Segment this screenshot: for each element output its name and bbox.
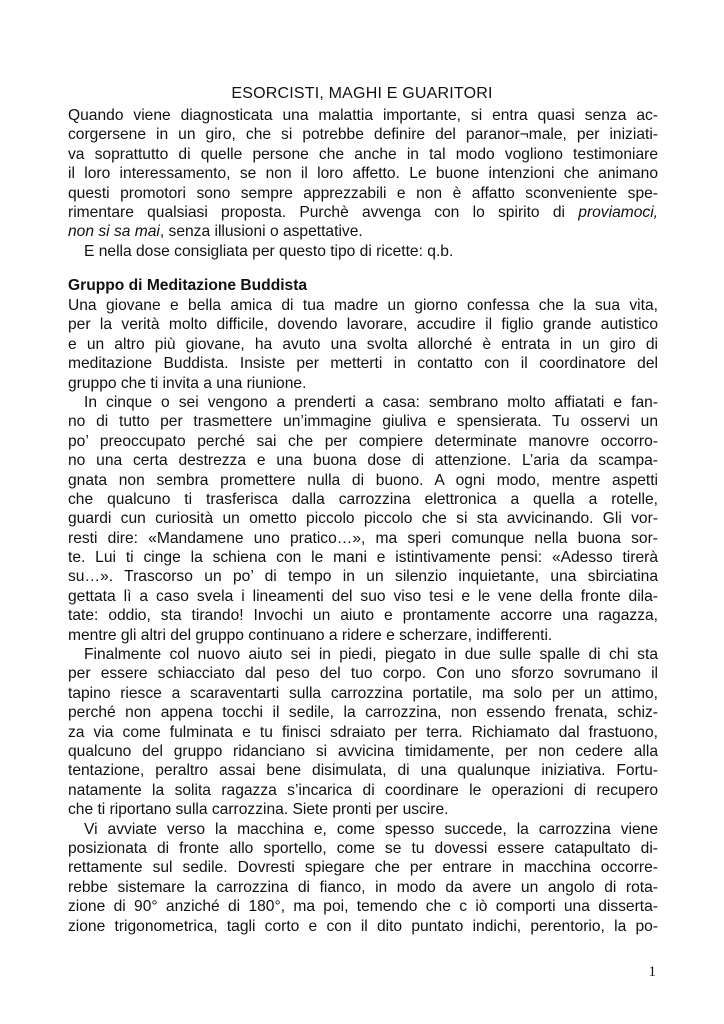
text-line [68, 106, 658, 125]
text-line [68, 781, 658, 800]
text-run: corgersene in un giro, che si potrebbe definire del paranor¬male, per iniziati- [68, 126, 658, 144]
text-line [68, 645, 658, 664]
text-run: zione di 90° anziché di 180°, ma poi, temendo che c iò comporti una disserta- [68, 898, 658, 916]
text-run: Una giovane e bella amica di tua madre un giorno confessa che la sua vita, [68, 297, 658, 314]
text-run: questi promotori sono sempre apprezzabili e non è affatto sconveniente spe- [68, 184, 658, 202]
text-run: In cinque o sei vengono a prenderti a casa: sembrano molto affiatati e fan- [84, 393, 658, 411]
text-run: guardi cun curiosità un ometto piccolo piccolo che si sta avvicinando. Gli vor- [68, 510, 658, 528]
text-run: po’ preoccupato perché sai che per compiere determinate manovre occorro- [68, 432, 658, 450]
text-run: za via come fulminata e tu finisci sdraiato per terra. Richiamato dal frastuono, [68, 723, 658, 741]
text-line [68, 490, 658, 509]
page-number: 1 [648, 964, 656, 980]
text-line [68, 587, 658, 606]
text-line [68, 529, 658, 548]
text-run: qualcuno del gruppo ridanciano si avvicina timidamente, per non cedere alla [68, 742, 658, 760]
text-line [68, 164, 658, 183]
text-run: rebbe sistemare la carrozzina di fianco, in modo da avere un angolo di rota- [68, 878, 658, 896]
text-run: , senza illusioni o aspettative. [159, 223, 363, 241]
text-run: Quando viene diagnosticata una malattia importante, si entra quasi senza ac- [68, 107, 658, 124]
text-line [68, 374, 658, 393]
text-run: va soprattutto di quelle persone che anche in tal modo vogliono testimoniare [68, 145, 658, 163]
text-line [68, 897, 658, 916]
intro-paragraph [68, 106, 658, 261]
text-line [68, 432, 658, 451]
text-line [68, 742, 658, 761]
text-line [68, 723, 658, 742]
text-line [68, 917, 658, 936]
text-run: E nella dose consigliata per questo tipo di ricette: q.b. [84, 242, 454, 260]
text-line [68, 548, 658, 567]
text-run: rettamente sul sedile. Dovresti spiegare che per entrare in macchina occorre- [68, 859, 658, 877]
text-run: e un altro più giovane, ha avuto una svolta allorché è entrata in un giro di [68, 335, 658, 353]
text-line [68, 703, 658, 722]
text-run: il loro interessamento, se non il loro affetto. Le buone intenzioni che animano [68, 165, 658, 183]
italic-text: non si sa mai [68, 223, 160, 241]
text-line [68, 878, 658, 897]
text-line [68, 471, 658, 490]
section-heading: Gruppo di Meditazione Buddista [68, 277, 308, 294]
text-run: no una certa destrezza e una buona dose di attenzione. L’aria da scampa- [68, 452, 658, 470]
text-line [68, 820, 658, 839]
text-run: tentazione, peraltro assai bene disimulata, di una qualunque iniziativa. Fortu- [68, 762, 658, 780]
text-run: meditazione Buddista. Insiste per metterti in contatto con il coordinatore del [68, 355, 658, 373]
text-run: no di tutto per trasmettere un’immagine giuliva e spensierata. Tu osservi un [68, 413, 658, 431]
text-line [68, 145, 658, 164]
text-run: che qualcuno ti trasferisca dalla carrozzina elettronica a quella a rotelle, [68, 490, 658, 508]
text-line [68, 567, 658, 586]
text-run: che ti riportano sulla carrozzina. Siete pronti per uscire. [68, 801, 449, 819]
text-line [68, 242, 658, 261]
text-line [68, 222, 658, 241]
text-line [68, 354, 658, 373]
text-line [68, 125, 658, 144]
section-heading-block [68, 276, 658, 295]
text-line [68, 800, 658, 819]
text-run: natamente la solita ragazza s’incarica di coordinare le operazioni di recupero [68, 781, 658, 799]
text-line [68, 509, 658, 528]
text-line [68, 203, 658, 222]
text-line [68, 393, 658, 412]
text-run: posizionata di fronte allo sportello, come se tu dovessi essere catapultato di- [68, 839, 658, 857]
text-run: Finalmente col nuovo aiuto sei in piedi, piegato in due sulle spalle di chi sta [84, 646, 658, 664]
text-run: resti dire: «Mandamene uno pratico…», ma speri comunque nella buona sor- [68, 529, 658, 547]
text-line [68, 626, 658, 645]
text-run: tapino riesce a scaraventarti sulla carrozzina portatile, ma solo per un attimo, [68, 684, 658, 702]
page-title: ESORCISTI, MAGHI E GUARITORI [231, 85, 493, 102]
text-line [68, 858, 658, 877]
text-line [68, 606, 658, 625]
text-run: Vi avviate verso la macchina e, come spesso succede, la carrozzina viene [84, 820, 658, 838]
text-run: gruppo che ti invita a una riunione. [68, 374, 307, 392]
text-run: per la verità molto difficile, dovendo lavorare, accudire il figlio grande autistico [68, 316, 658, 334]
text-line [68, 296, 658, 315]
text-line [68, 315, 658, 334]
text-run: per essere schiacciato dal peso del tuo corpo. Con uno sforzo sovrumano il [68, 665, 658, 683]
text-run: su…». Trascorso un po’ di tempo in un silenzio inquietante, una sbirciatina [68, 568, 658, 586]
text-line [68, 412, 658, 431]
text-run: rimentare qualsiasi proposta. Purchè avvenga con lo spirito di [68, 203, 579, 221]
italic-text: proviamoci, [578, 203, 658, 221]
text-run: zione trigonometrica, tagli corto e con il dito puntato indichi, perentorio, la po- [68, 917, 658, 935]
text-run: gnata non sembra promettere nulla di buono. A ogni modo, mentre aspetti [68, 471, 658, 489]
text-line [68, 184, 658, 203]
text-line [68, 451, 658, 470]
text-line [68, 664, 658, 683]
text-run: gettata lì a caso svela i lineamenti del suo viso tesi e le vene della fronte dila- [68, 587, 658, 605]
text-line [68, 335, 658, 354]
text-run: perché non appena tocchi il sedile, la carrozzina, non essendo frenata, schiz- [68, 704, 658, 722]
text-run: te. Lui ti cinge la schiena con le mani e istintivamente pensi: «Adesso tirerà [68, 549, 658, 567]
body-text [68, 296, 658, 936]
text-line [68, 761, 658, 780]
text-line [68, 839, 658, 858]
text-line [68, 684, 658, 703]
text-run: mentre gli altri del gruppo continuano a ridere e scherzare, indifferenti. [68, 626, 553, 644]
text-run: tate: oddio, sta tirando! Invochi un aiuto e prontamente accorre una ragazza, [68, 607, 658, 625]
